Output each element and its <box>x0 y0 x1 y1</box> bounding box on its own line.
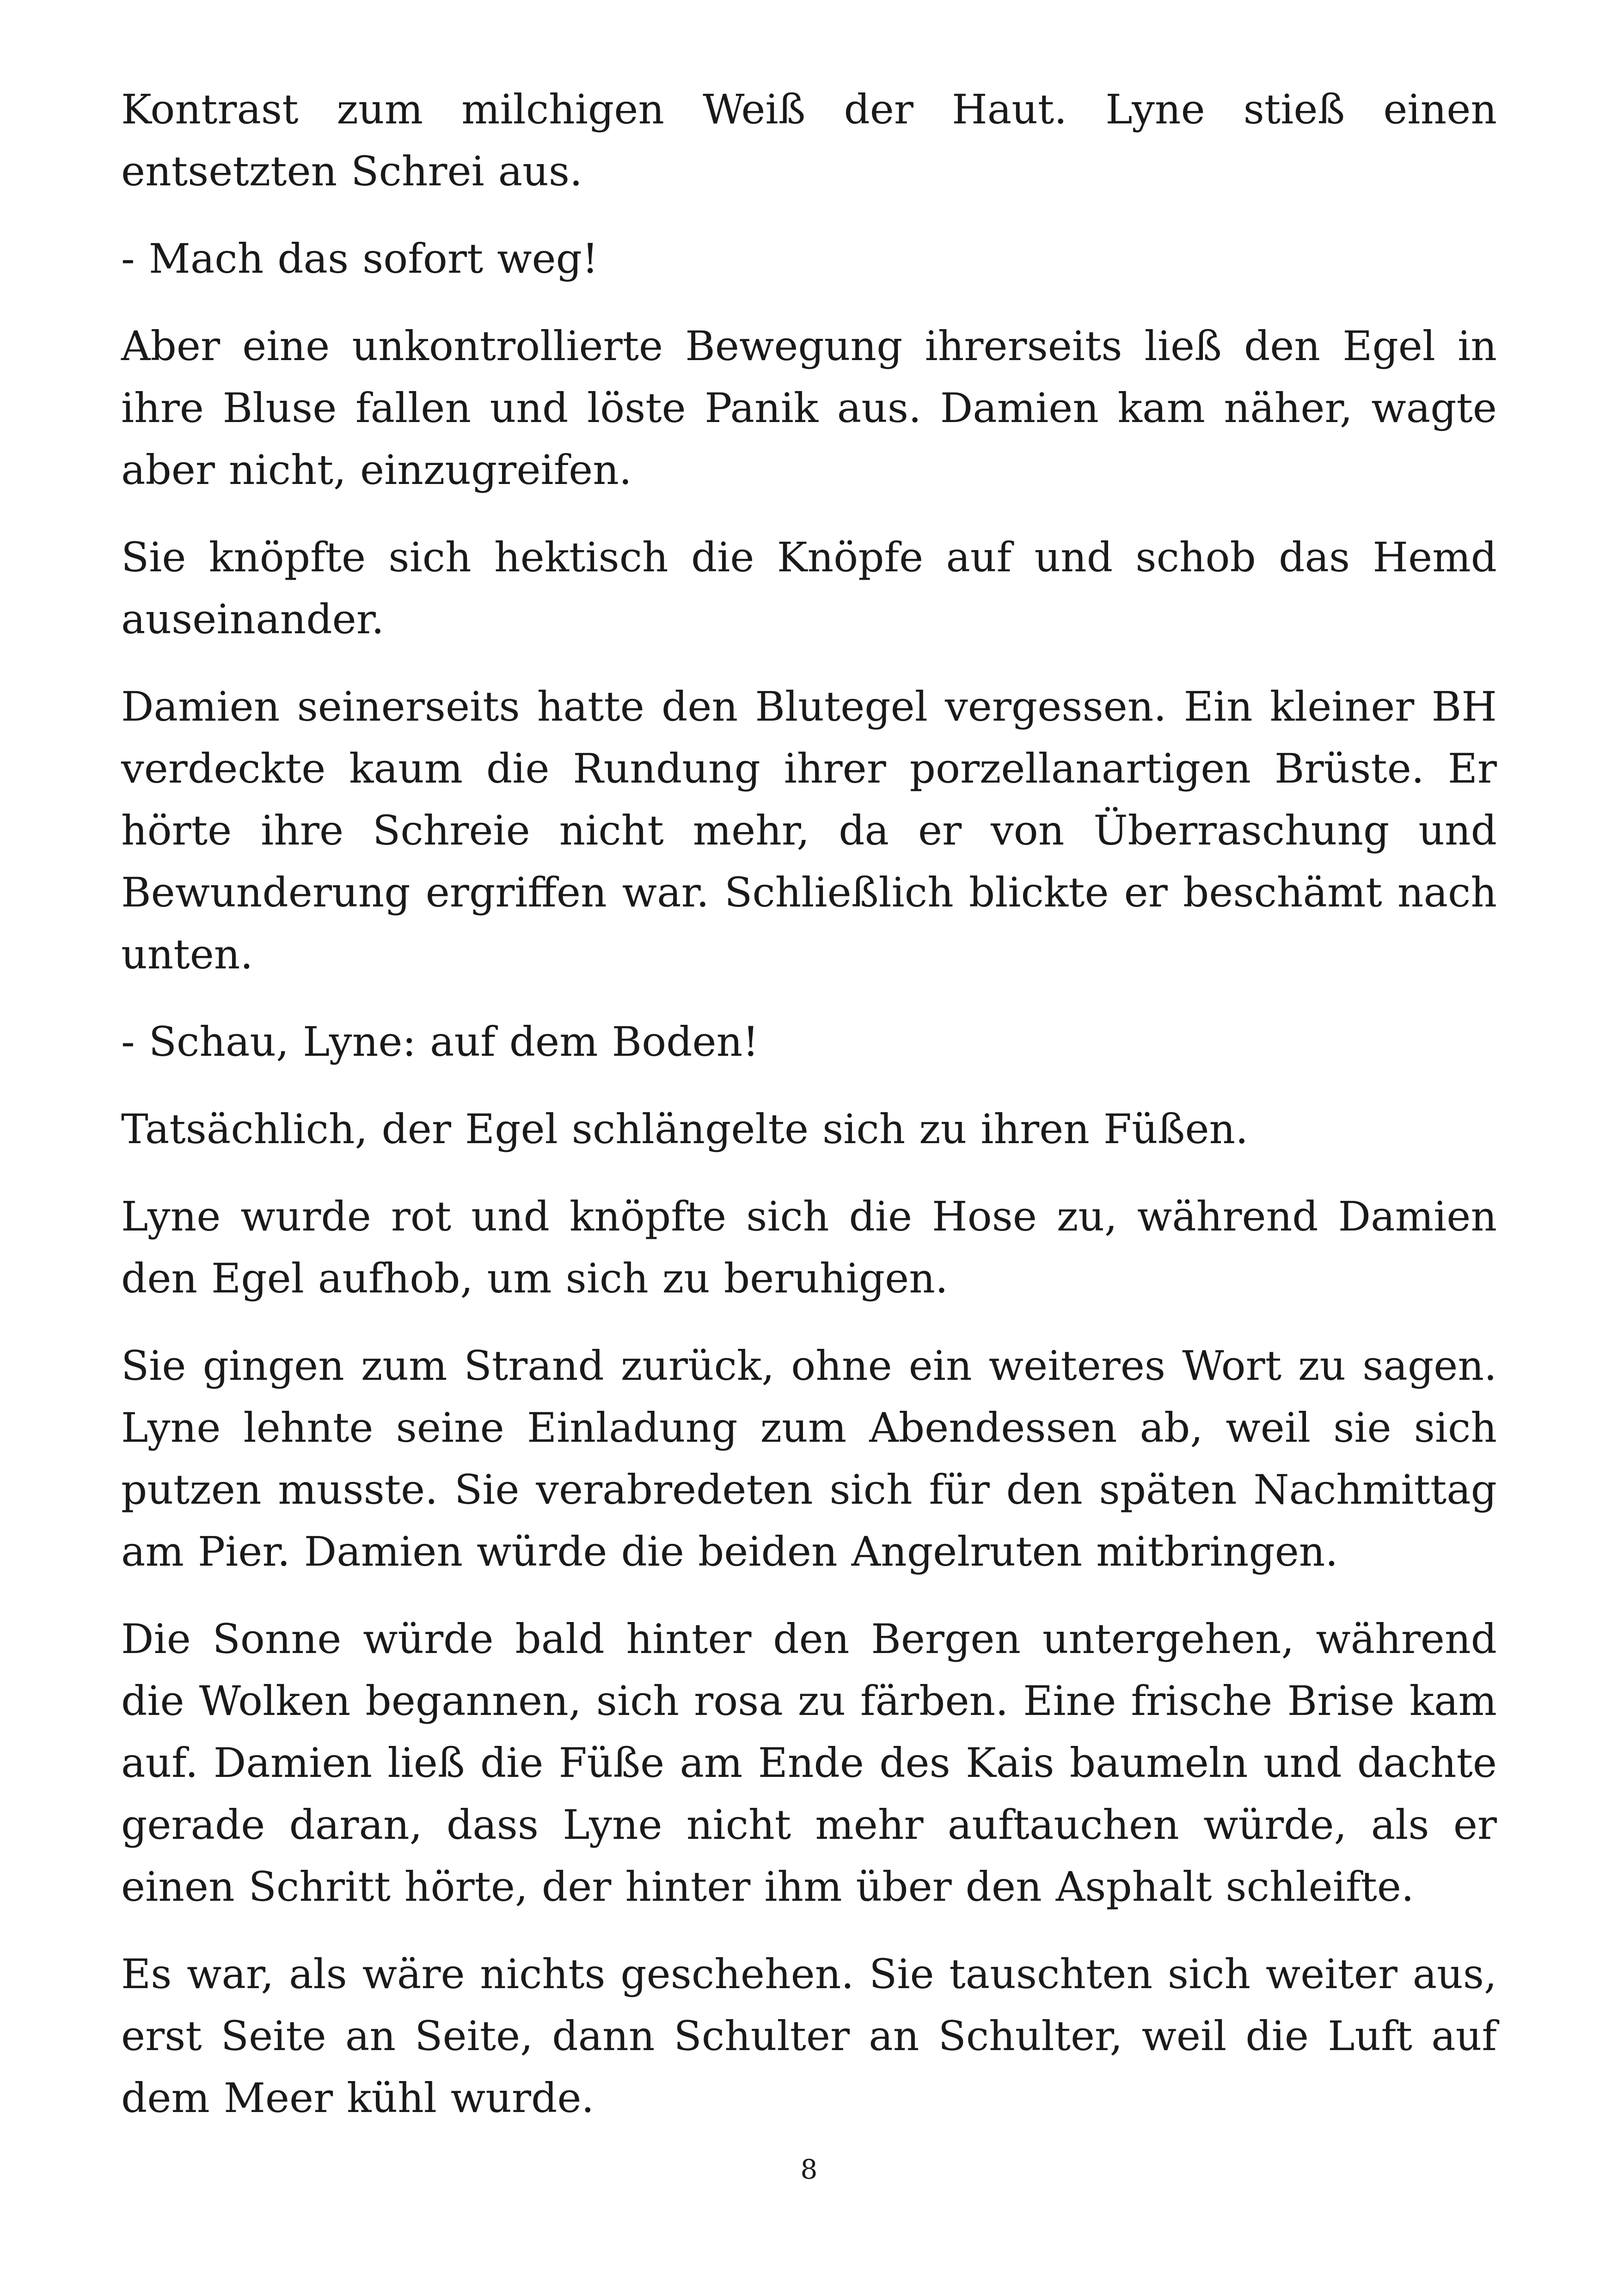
paragraph-6-dialogue: - Schau, Lyne: auf dem Boden! <box>121 1018 759 1065</box>
body-text <box>121 79 1497 2155</box>
paragraph-8: Lyne wurde rot und knöpfte sich die Hose zu, während Damien den Egel aufhob, um sich zu beruhigen. <box>121 1193 1497 1302</box>
paragraph-9: Sie gingen zum Strand zurück, ohne ein weiteres Wort zu sagen. Lyne lehnte seine Einladung zum Abendessen ab, weil sie sich putzen musste. Sie verabredeten sich für den späten Nachmittag am Pier. Damien würde die beiden Angelruten mitbringen. <box>121 1342 1497 1575</box>
paragraph-2-dialogue: - Mach das sofort weg! <box>121 235 599 282</box>
paragraph-1: Kontrast zum milchigen Weiß der Haut. Lyne stieß einen entsetzten Schrei aus. <box>121 86 1497 195</box>
page-number: 8 <box>800 2154 818 2185</box>
paragraph-4: Sie knöpfte sich hektisch die Knöpfe auf und schob das Hemd auseinander. <box>121 533 1497 643</box>
paragraph-7: Tatsächlich, der Egel schlängelte sich zu ihren Füßen. <box>121 1105 1249 1153</box>
paragraph-11: Es war, als wäre nichts geschehen. Sie tauschten sich weiter aus, erst Seite an Seite, dann Schulter an Schulter, weil die Luft auf dem Meer kühl wurde. <box>121 1950 1497 2122</box>
paragraph-10: Die Sonne würde bald hinter den Bergen untergehen, während die Wolken begannen, sich rosa zu färben. Eine frische Brise kam auf. Damien ließ die Füße am Ende des Kais baumeln und dachte gerade daran, dass Lyne nicht mehr auftauchen würde, als er einen Schritt hörte, der hinter ihm über den Asphalt schleifte. <box>121 1615 1497 1910</box>
paragraph-5: Damien seinerseits hatte den Blutegel vergessen. Ein kleiner BH verdeckte kaum die Rundung ihrer porzellanartigen Brüste. Er hörte ihre Schreie nicht mehr, da er von Überraschung und Bewunderung ergriffen war. Schließlich blickte er beschämt nach unten. <box>121 683 1497 978</box>
paragraph-3: Aber eine unkontrollierte Bewegung ihrerseits ließ den Egel in ihre Bluse fallen und löste Panik aus. Damien kam näher, wagte aber nicht, einzugreifen. <box>121 322 1497 494</box>
